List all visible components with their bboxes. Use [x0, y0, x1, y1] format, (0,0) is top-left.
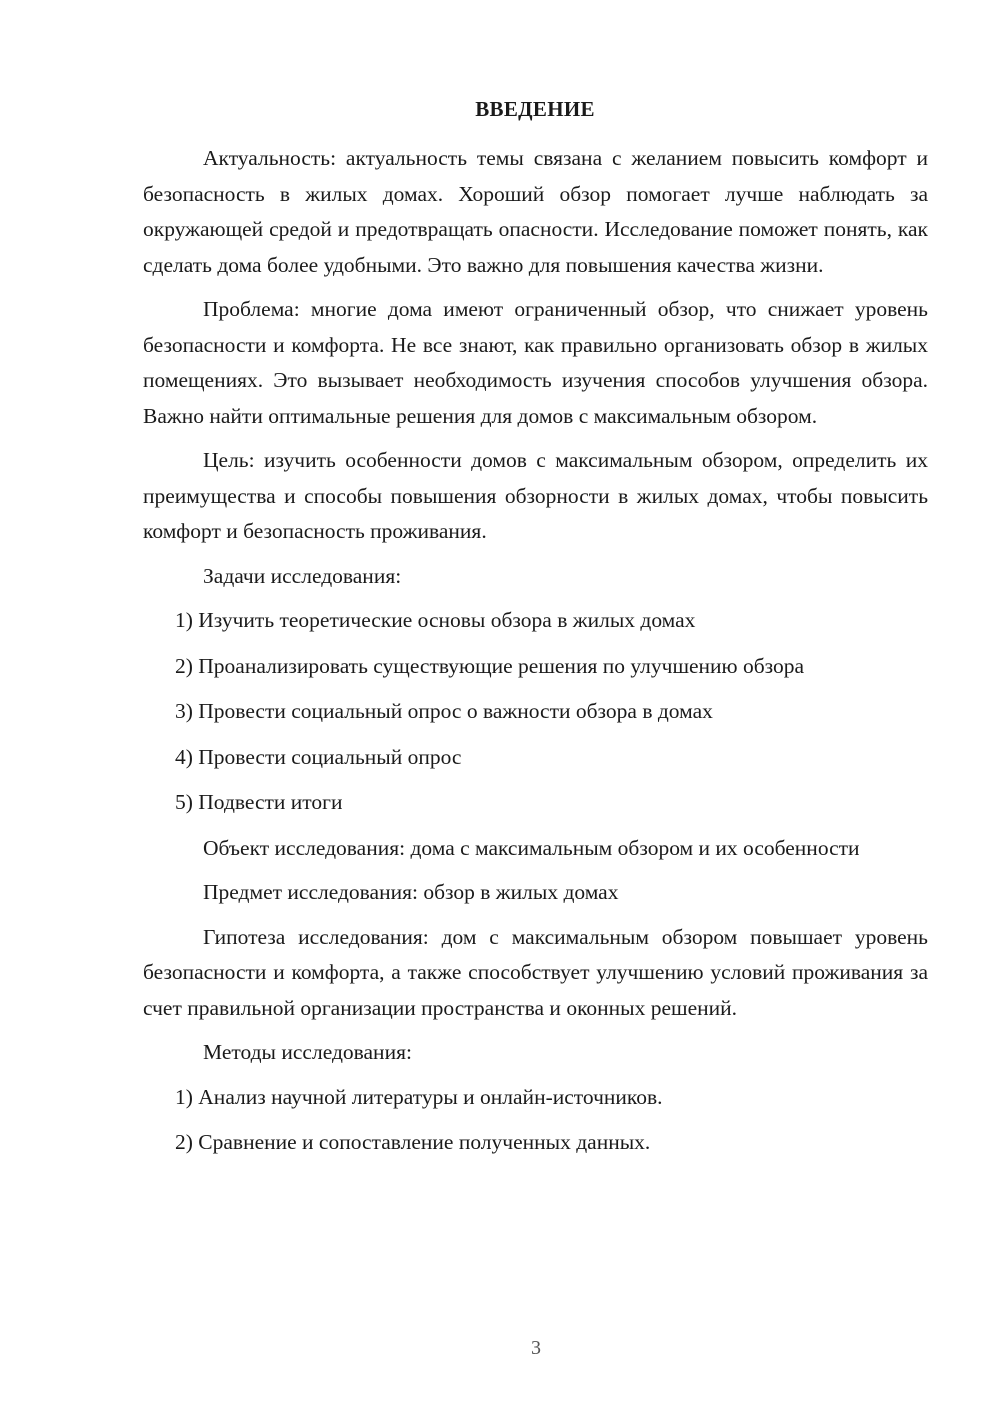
list-item: 1) Изучить теоретические основы обзора в жилых домах [175, 608, 696, 632]
list-item: 3) Провести социальный опрос о важности обзора в домах [175, 699, 713, 723]
list-item: 2) Проанализировать существующие решения по улучшению обзора [175, 653, 805, 678]
object-paragraph: Объект исследования: дома с максимальным обзором и их особенности [203, 835, 860, 860]
page-number: 3 [531, 1337, 541, 1359]
list-item: 1) Анализ научной литературы и онлайн-источников. [175, 1084, 663, 1109]
section-heading: ВВЕДЕНИЕ [475, 97, 595, 121]
goal-paragraph: Цель: изучить особенности домов с максимальным обзором, определить их преимущества и способы повышения обзорности в жилых домах, чтобы повысить комфорт и безопасность проживания. [143, 448, 928, 543]
list-item: 2) Сравнение и сопоставление полученных данных. [175, 1130, 651, 1154]
tasks-title: Задачи исследования: [203, 563, 402, 588]
methods-title: Методы исследования: [203, 1040, 412, 1064]
subject-paragraph: Предмет исследования: обзор в жилых домах [203, 880, 619, 904]
list-item: 5) Подвести итоги [175, 790, 343, 814]
list-item: 4) Провести социальный опрос [175, 744, 462, 769]
document-body [143, 141, 928, 1171]
relevance-paragraph: Актуальность: актуальность темы связана с желанием повысить комфорт и безопасность в жилых домах. Хороший обзор помогает лучше наблюдать за окружающей средой и предотвращать опасности. Исследование поможет понять, как сделать дома более удобными. Это важно для повышения качества жизни. [143, 146, 928, 277]
problem-paragraph: Проблема: многие дома имеют ограниченный обзор, что снижает уровень безопасности и комфорта. Не все знают, как правильно организовать обзор в жилых помещениях. Это вызывает необходимость изучения способов улучшения обзора. Важно найти оптимальные решения для домов с максимальным обзором. [143, 297, 928, 428]
hypothesis-paragraph: Гипотеза исследования: дом с максимальным обзором повышает уровень безопасности и комфорта, а также способствует улучшению условий проживания за счет правильной организации пространства и оконных решений. [143, 924, 928, 1020]
